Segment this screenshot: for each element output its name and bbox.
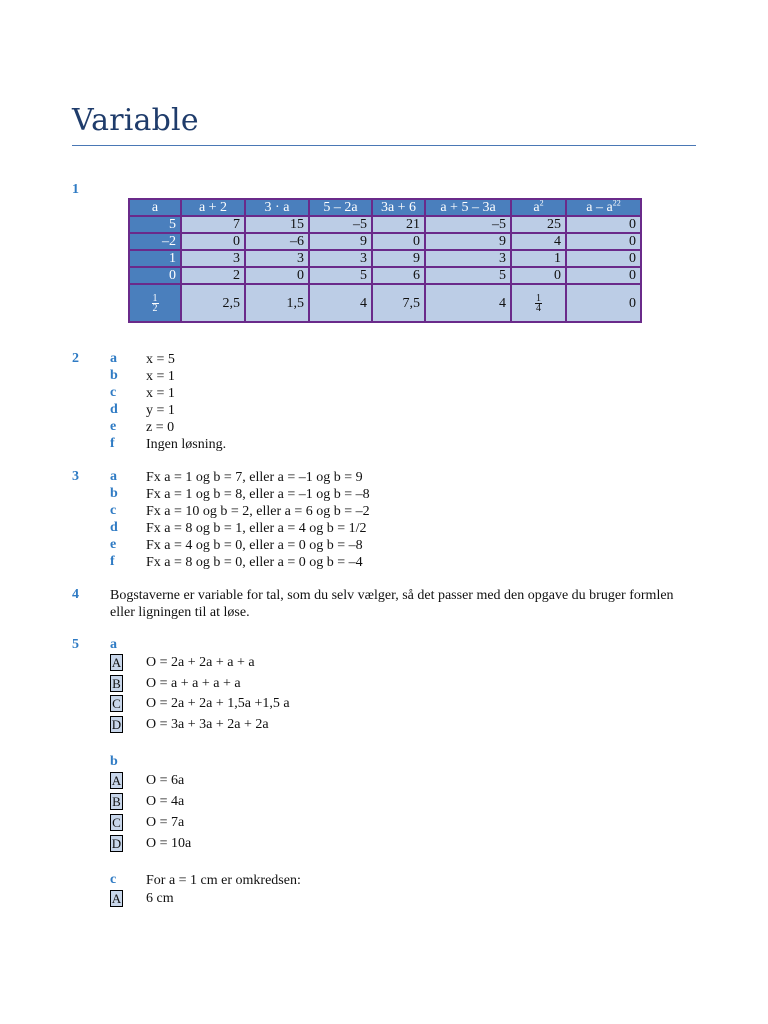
sub-letter: f [110,436,115,451]
option-box: C [110,814,123,831]
fraction-denominator: 4 [536,302,541,314]
table-header: a + 2 [181,199,245,216]
sub-letter: e [110,419,117,434]
variable-table [128,198,642,323]
sub-letter: d [110,520,118,535]
option-text: O = 2a + 2a + a + a [146,655,255,670]
header-exponent-2: 2 [616,198,621,208]
answer-text: For a = 1 cm er omkredsen: [146,873,301,888]
option-text: O = 10a [146,836,192,851]
sub-letter: c [110,503,117,518]
header-base: a – a [586,200,613,215]
sub-letter: b [110,486,118,501]
table-cell: 0 [181,233,245,250]
sub-letter: c [110,872,117,887]
table-cell: 0 [511,267,566,284]
option-text: O = 6a [146,773,185,788]
fraction [152,294,159,313]
table-cell: 3 [181,250,245,267]
option-box: B [110,793,123,810]
table-header: 3a + 6 [372,199,425,216]
sub-letter: b [110,754,118,769]
table-cell: 4 [511,233,566,250]
table-cell: 7 [181,216,245,233]
table-cell: 5 [425,267,511,284]
table-cell: 1,5 [245,284,309,322]
table-cell: –2 [129,233,181,250]
table-row [129,284,641,322]
table-cell: –5 [425,216,511,233]
option-box: B [110,675,123,692]
table-header-row [129,199,641,216]
header-exponent: 2 [539,198,544,208]
page-title: Variable [72,103,199,138]
table-row [129,267,641,284]
table-header: 5 – 2a [309,199,372,216]
table-cell: 5 [129,216,181,233]
table-cell: 3 [245,250,309,267]
exercise-number: 4 [72,587,79,602]
option-text: O = 7a [146,815,185,830]
option-text: O = a + a + a + a [146,676,241,691]
option-text: O = 3a + 3a + 2a + 2a [146,717,269,732]
sub-letter: f [110,554,115,569]
option-box: A [111,655,122,670]
table-cell: –5 [309,216,372,233]
table-cell: 4 [309,284,372,322]
option-box: A [111,891,122,906]
table-cell: 25 [511,216,566,233]
exercise-number: 3 [72,469,79,484]
option-box: D [111,836,122,851]
answer-text: y = 1 [146,403,175,418]
sub-letter: a [110,469,117,484]
answer-text: Fx a = 4 og b = 0, eller a = 0 og b = –8 [146,538,363,553]
table-cell: 4 [425,284,511,322]
answer-text: x = 1 [146,386,175,401]
fraction [535,294,542,313]
answer-text: x = 1 [146,369,175,384]
table-cell: 7,5 [372,284,425,322]
table-cell: 1 [129,250,181,267]
answer-text: Ingen løsning. [146,437,227,452]
table-cell: 0 [129,267,181,284]
table-cell: 0 [566,233,641,250]
answer-paragraph: Bogstaverne er variable for tal, som du selv vælger, så det passer med den opgave du bruger formlen eller ligningen til at løse. [110,588,674,620]
table-cell: 0 [566,250,641,267]
answer-text: x = 5 [146,352,175,367]
exercise-number: 5 [72,637,79,652]
table-row [129,216,641,233]
answer-text: Fx a = 1 og b = 8, eller a = –1 og b = –8 [146,487,370,502]
table-cell: 0 [245,267,309,284]
table-cell: 0 [566,284,641,322]
table-cell: 15 [245,216,309,233]
table-cell: 1 [511,250,566,267]
fraction-denominator: 2 [152,302,158,314]
sub-letter: d [110,402,118,417]
table-header [511,199,566,216]
title-divider [72,145,696,146]
option-text: 6 cm [146,891,174,906]
table-cell: 21 [372,216,425,233]
sub-letter: b [110,368,118,383]
table-header [566,199,641,216]
option-box: C [110,695,123,712]
table-cell: 6 [372,267,425,284]
sub-letter: a [110,351,117,366]
answer-text: Fx a = 8 og b = 0, eller a = 0 og b = –4 [146,555,363,570]
table-cell: 0 [566,216,641,233]
answer-text: z = 0 [146,420,175,435]
table-cell: 2,5 [181,284,245,322]
table-cell: 3 [425,250,511,267]
table-cell: 0 [372,233,425,250]
table-header: a + 5 – 3a [425,199,511,216]
table-cell: 9 [372,250,425,267]
exercise-number: 2 [72,351,79,366]
table-cell: 9 [425,233,511,250]
fraction-numerator: 1 [152,292,158,304]
option-box: A [111,773,122,788]
option-text: O = 4a [146,794,185,809]
table-header: 3 · a [245,199,309,216]
answer-text: Fx a = 1 og b = 7, eller a = –1 og b = 9 [146,470,363,485]
header-exponent: 2 [612,198,617,208]
table-cell: 2 [181,267,245,284]
fraction-numerator: 1 [536,292,541,304]
sub-letter: e [110,537,117,552]
table-cell [129,284,181,322]
answer-text: Fx a = 8 og b = 1, eller a = 4 og b = 1/2 [146,521,367,536]
table-header: a [129,199,181,216]
sub-letter: c [110,385,117,400]
table-row [129,250,641,267]
table-cell [511,284,566,322]
option-text: O = 2a + 2a + 1,5a +1,5 a [146,696,290,711]
answer-text: Fx a = 10 og b = 2, eller a = 6 og b = –2 [146,504,370,519]
option-box: D [111,717,122,732]
table-cell: 9 [309,233,372,250]
table-cell: –6 [245,233,309,250]
exercise-number: 1 [72,182,79,197]
table-cell: 5 [309,267,372,284]
table-cell: 3 [309,250,372,267]
header-base: a [533,200,540,215]
sub-letter: a [110,637,117,652]
table-row [129,233,641,250]
table-cell: 0 [566,267,641,284]
